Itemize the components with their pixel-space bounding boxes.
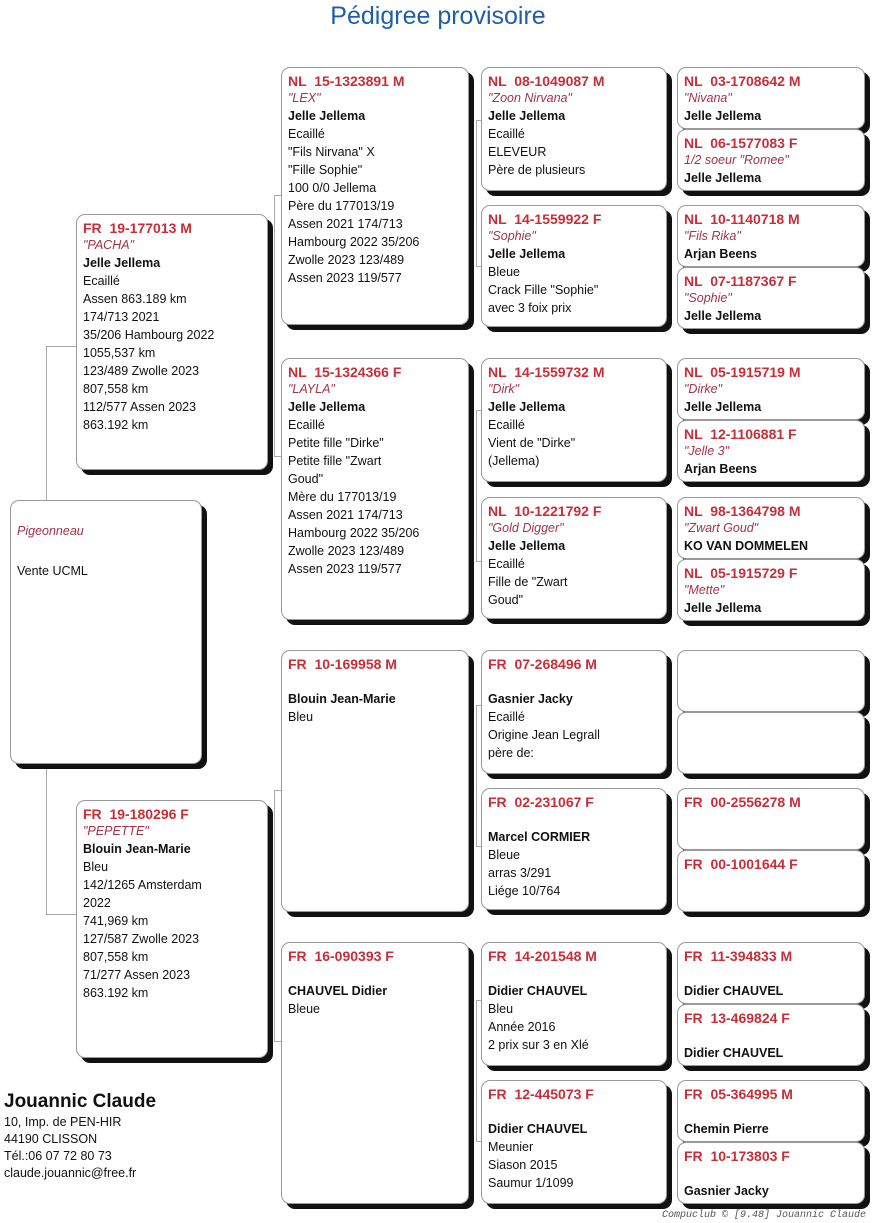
connector-line [46, 764, 47, 914]
pedigree-note: avec 3 foix prix [488, 301, 572, 315]
owner-name: Jelle Jellema [488, 247, 566, 261]
pigeon-nickname: "PACHA" [83, 238, 135, 252]
owner-name: Jelle Jellema [684, 400, 762, 414]
ring-number: NL 10-1221792 F [488, 503, 602, 519]
grandparent-card[interactable] [481, 942, 667, 1066]
pedigree-note: Bleue [488, 848, 520, 862]
spacer [288, 965, 468, 982]
pedigree-note: Assen 2021 174/713 [288, 508, 403, 522]
owner-name: Jelle Jellema [288, 109, 366, 123]
spacer [488, 1103, 666, 1120]
great-grandparent-card[interactable] [677, 1142, 865, 1204]
pedigree-note: 35/206 Hambourg 2022 [83, 328, 215, 342]
ring-number: FR 19-177013 M [83, 220, 192, 236]
breeder-name: Jouannic Claude [4, 1091, 157, 1112]
pigeon-nickname: "Dirke" [684, 382, 723, 396]
great-grandparent-card[interactable] [677, 1080, 865, 1142]
great-grandparent-card[interactable] [677, 650, 865, 712]
pedigree-note: arras 3/291 [488, 866, 552, 880]
ring-number: FR 10-169958 M [288, 656, 397, 672]
ring-number: FR 10-173803 F [684, 1148, 790, 1164]
pedigree-note: 807,558 km [83, 382, 149, 396]
ring-number: FR 11-394833 M [684, 948, 793, 964]
pedigree-note: Meunier [488, 1140, 534, 1154]
great-grandparent-card[interactable] [677, 712, 865, 774]
owner-name: Jelle Jellema [83, 256, 161, 270]
connector-bracket [274, 195, 281, 457]
pedigree-note: Assen 2023 119/577 [288, 562, 402, 576]
spacer [684, 1103, 864, 1120]
subject-card[interactable] [10, 500, 202, 764]
ring-number: NL 12-1106881 F [684, 426, 797, 442]
owner-name: Chemin Pierre [684, 1122, 769, 1136]
pedigree-notes [83, 272, 267, 434]
ring-number: NL 15-1324366 F [288, 364, 402, 380]
ring-number: NL 03-1708642 M [684, 73, 801, 89]
great-grandparent-card[interactable] [677, 358, 865, 420]
owner-name: Jelle Jellema [684, 601, 762, 615]
pedigree-note: "Fils Nirvana" X [288, 145, 375, 159]
pigeon-nickname: "Zoon Nirvana" [488, 91, 572, 105]
spacer [684, 1165, 864, 1182]
pedigree-note: Ecaillé [488, 710, 525, 724]
pedigree-note: Assen 2023 119/577 [288, 271, 402, 285]
owner-name: Didier CHAUVEL [684, 1046, 784, 1060]
owner-name: KO VAN DOMMELEN [684, 539, 809, 553]
pigeon-nickname: "Zwart Goud" [684, 521, 759, 535]
pedigree-note: Père de plusieurs [488, 163, 586, 177]
owner-name: Jelle Jellema [684, 109, 762, 123]
pedigree-note: 112/577 Assen 2023 [83, 400, 197, 414]
pedigree-notes [83, 858, 267, 1002]
pedigree-note: Assen 2021 174/713 [288, 217, 403, 231]
ring-number: NL 06-1577083 F [684, 135, 798, 151]
breeder-email: claude.jouannic@free.fr [4, 1166, 137, 1180]
pigeon-nickname: "Gold Digger" [488, 521, 564, 535]
ring-number: FR 00-1001644 F [684, 856, 798, 872]
ring-number: FR 07-268496 M [488, 656, 597, 672]
sire-dam-card[interactable] [281, 650, 469, 912]
great-grandparent-card[interactable] [677, 67, 865, 129]
pedigree-note: 2 prix sur 3 en Xlé [488, 1038, 589, 1052]
great-grandparent-card[interactable] [677, 788, 865, 850]
pedigree-note: père de: [488, 746, 534, 760]
sire-dam-card[interactable] [281, 942, 469, 1204]
mother-card[interactable] [76, 800, 268, 1058]
pedigree-note: 127/587 Zwolle 2023 [83, 932, 200, 946]
pigeon-nickname: "LEX" [288, 91, 321, 105]
great-grandparent-card[interactable] [677, 420, 865, 482]
breeder-info [4, 1090, 156, 1182]
pigeon-nickname: "Nivana" [684, 91, 732, 105]
pigeon-nickname: "PEPETTE" [83, 824, 149, 838]
pedigree-note: Ecaillé [488, 418, 525, 432]
breeder-city: 44190 CLISSON [4, 1132, 98, 1146]
pigeon-nickname: "Dirk" [488, 382, 520, 396]
pedigree-note: 71/277 Assen 2023 [83, 968, 191, 982]
spacer [488, 811, 666, 828]
page-title: Pédigree provisoire [330, 2, 546, 30]
pedigree-note: Ecaillé [288, 418, 325, 432]
grandparent-card[interactable] [481, 358, 667, 482]
pedigree-note: Ecaillé [288, 127, 325, 141]
owner-name: Jelle Jellema [488, 400, 566, 414]
footer-credit: Compuclub © [9.48] Jouannic Claude [661, 1210, 866, 1221]
grandparent-card[interactable] [481, 650, 667, 774]
spacer [684, 1027, 864, 1044]
pedigree-note: 2022 [83, 896, 111, 910]
pedigree-note: 807,558 km [83, 950, 149, 964]
pedigree-note: Fille de "Zwart [488, 575, 568, 589]
pigeon-nickname: "Jelle 3" [684, 444, 730, 458]
pedigree-note: Bleu [488, 1002, 514, 1016]
pedigree-note: Père du 177013/19 [288, 199, 395, 213]
great-grandparent-card[interactable] [677, 129, 865, 191]
pedigree-note: 142/1265 Amsterdam [83, 878, 202, 892]
owner-name: Arjan Beens [684, 462, 757, 476]
pedigree-note: Crack Fille "Sophie" [488, 283, 599, 297]
pedigree-note: Bleu [288, 710, 314, 724]
owner-name: Jelle Jellema [288, 400, 366, 414]
pedigree-note: Goud" [288, 472, 324, 486]
connector-line [46, 346, 47, 500]
pedigree-note: 174/713 2021 [83, 310, 160, 324]
pedigree-note: "Fille Sophie" [288, 163, 363, 177]
pedigree-note: 1055,537 km [83, 346, 156, 360]
subject-note: Vente UCML [17, 564, 88, 578]
pedigree-note: Ecaillé [83, 274, 120, 288]
ring-number: FR 12-445073 F [488, 1086, 594, 1102]
owner-name: Arjan Beens [684, 247, 757, 261]
pedigree-note: Bleue [488, 265, 520, 279]
owner-name: CHAUVEL Didier [288, 984, 388, 998]
ring-number: NL 07-1187367 F [684, 273, 797, 289]
pedigree-note: Siason 2015 [488, 1158, 558, 1172]
spacer [488, 673, 666, 690]
pigeon-nickname: "Sophie" [488, 229, 536, 243]
ring-number: FR 16-090393 F [288, 948, 394, 964]
pedigree-note: Ecaillé [488, 557, 525, 571]
ring-number: NL 05-1915729 F [684, 565, 798, 581]
spacer [684, 965, 864, 982]
pigeon-nickname: "Fils Rika" [684, 229, 741, 243]
grandparent-card[interactable] [481, 205, 667, 327]
pedigree-note: 863.192 km [83, 418, 149, 432]
great-grandparent-card[interactable] [677, 942, 865, 1004]
grandparent-card[interactable] [481, 1080, 667, 1204]
grandparent-card[interactable] [481, 67, 667, 191]
ring-number: FR 00-2556278 M [684, 794, 801, 810]
pedigree-note: Petite fille "Zwart [288, 454, 382, 468]
pigeon-nickname: "LAYLA" [288, 382, 335, 396]
owner-name: Gasnier Jacky [684, 1184, 769, 1198]
ring-number: NL 10-1140718 M [684, 211, 800, 227]
pigeon-nickname: "Mette" [684, 583, 725, 597]
breeder-phone: Tél.:06 07 72 80 73 [4, 1149, 112, 1163]
owner-name: Jelle Jellema [488, 539, 566, 553]
pedigree-note: Petite fille "Dirke" [288, 436, 384, 450]
ring-number: FR 13-469824 F [684, 1010, 790, 1026]
subject-label: Pigeonneau [17, 524, 84, 538]
pedigree-note: Bleu [83, 860, 109, 874]
ring-number: NL 15-1323891 M [288, 73, 405, 89]
pedigree-note: Zwolle 2023 123/489 [288, 253, 405, 267]
pedigree-note: Liége 10/764 [488, 884, 561, 898]
ring-number: NL 98-1364798 M [684, 503, 801, 519]
pedigree-note: Origine Jean Legrall [488, 728, 600, 742]
pigeon-nickname: "Sophie" [684, 291, 732, 305]
ring-number: FR 05-364995 M [684, 1086, 793, 1102]
connector-line [46, 346, 76, 347]
pedigree-note: Année 2016 [488, 1020, 556, 1034]
pedigree-note: Vient de "Dirke" [488, 436, 576, 450]
spacer [488, 965, 666, 982]
pedigree-note: Mère du 177013/19 [288, 490, 397, 504]
great-grandparent-card[interactable] [677, 1004, 865, 1066]
grandparent-card[interactable] [481, 788, 667, 910]
ring-number: FR 02-231067 F [488, 794, 594, 810]
pedigree-note: Goud" [488, 593, 524, 607]
great-grandparent-card[interactable] [677, 497, 865, 559]
pedigree-note: Hambourg 2022 35/206 [288, 526, 420, 540]
spacer [288, 673, 468, 690]
owner-name: Gasnier Jacky [488, 692, 573, 706]
pedigree-note: Hambourg 2022 35/206 [288, 235, 420, 249]
owner-name: Didier CHAUVEL [684, 984, 784, 998]
breeder-address: 10, Imp. de PEN-HIR [4, 1115, 122, 1129]
great-grandparent-card[interactable] [677, 850, 865, 912]
owner-name: Jelle Jellema [684, 309, 762, 323]
great-grandparent-card[interactable] [677, 267, 865, 329]
owner-name: Jelle Jellema [684, 171, 762, 185]
pedigree-note: ELEVEUR [488, 145, 547, 159]
ring-number: NL 14-1559922 F [488, 211, 602, 227]
pedigree-note: Assen 863.189 km [83, 292, 187, 306]
grandparent-card[interactable] [481, 497, 667, 619]
ring-number: NL 05-1915719 M [684, 364, 801, 380]
connector-line [46, 914, 76, 915]
owner-name: Marcel CORMIER [488, 830, 591, 844]
pedigree-note: 863.192 km [83, 986, 149, 1000]
pedigree-note: 100 0/0 Jellema [288, 181, 377, 195]
owner-name: Blouin Jean-Marie [288, 692, 396, 706]
great-grandparent-card[interactable] [677, 559, 865, 621]
owner-name: Didier CHAUVEL [488, 1122, 588, 1136]
ring-number: FR 19-180296 F [83, 806, 189, 822]
great-grandparent-card[interactable] [677, 205, 865, 267]
ring-number: NL 08-1049087 M [488, 73, 605, 89]
pedigree-note: Ecaillé [488, 127, 525, 141]
connector-bracket [274, 790, 281, 1042]
pedigree-note: 123/489 Zwolle 2023 [83, 364, 200, 378]
pedigree-note: Zwolle 2023 123/489 [288, 544, 405, 558]
pigeon-nickname: 1/2 soeur "Romee" [684, 153, 789, 167]
pedigree-note: Bleue [288, 1002, 320, 1016]
pedigree-note: Saumur 1/1099 [488, 1176, 574, 1190]
owner-name: Blouin Jean-Marie [83, 842, 191, 856]
owner-name: Didier CHAUVEL [488, 984, 588, 998]
ring-number: FR 14-201548 M [488, 948, 597, 964]
pedigree-note: 741,969 km [83, 914, 149, 928]
sire-dam-card[interactable] [281, 358, 469, 620]
father-card[interactable] [76, 214, 268, 470]
owner-name: Jelle Jellema [488, 109, 566, 123]
sire-dam-card[interactable] [281, 67, 469, 325]
ring-number: NL 14-1559732 M [488, 364, 605, 380]
pedigree-note: (Jellema) [488, 454, 540, 468]
